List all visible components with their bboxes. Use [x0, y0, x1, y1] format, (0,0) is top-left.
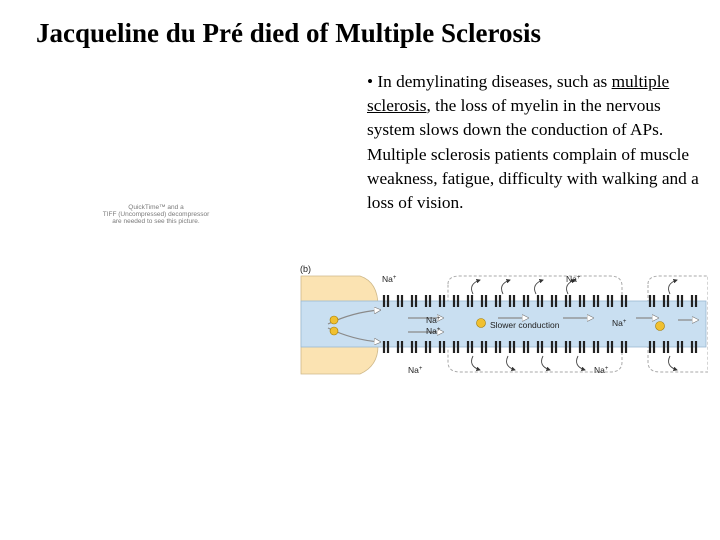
na-label-mid-3: Na+ — [612, 318, 627, 328]
na-label-top-2: Na+ — [566, 274, 581, 284]
charge-marker — [656, 322, 665, 331]
charge-marker — [477, 319, 486, 328]
charge-marker — [330, 316, 338, 324]
charge-marker — [330, 327, 338, 335]
placeholder-line-2: TIFF (Uncompressed) decompressor — [102, 211, 210, 218]
bullet-paragraph — [367, 70, 712, 215]
na-label-mid-1: Na+ — [426, 315, 441, 325]
slide-title: Jacqueline du Pré died of Multiple Sclerosis — [36, 18, 541, 48]
placeholder-line-1: QuickTime™ and a — [128, 204, 184, 211]
missing-picture-placeholder — [96, 204, 216, 225]
na-label-bottom-1: Na+ — [408, 365, 423, 375]
panel-label: (b) — [300, 264, 311, 274]
multiple-sclerosis-link[interactable]: multiple sclerosis — [367, 72, 670, 116]
bullet-marker: • — [367, 72, 374, 91]
demyelinated-axon-figure — [298, 262, 708, 380]
bullet-rest-text: , the loss of myelin in the nervous system slows down the conduction of APs. Multiple sclerosis patients complain of muscle weakness, fatigue, difficulty with walking and a loss of vision. — [367, 96, 699, 213]
na-label-bottom-2: Na+ — [594, 365, 609, 375]
placeholder-line-3: are needed to see this picture. — [112, 218, 200, 225]
axon-diagram — [298, 262, 708, 380]
bullet-intro-text: In demylinating diseases, such as — [373, 72, 612, 91]
na-label-mid-2: Na+ — [426, 326, 441, 336]
na-label-top-1: Na+ — [382, 274, 397, 284]
slower-conduction-caption: Slower conduction — [490, 320, 560, 330]
